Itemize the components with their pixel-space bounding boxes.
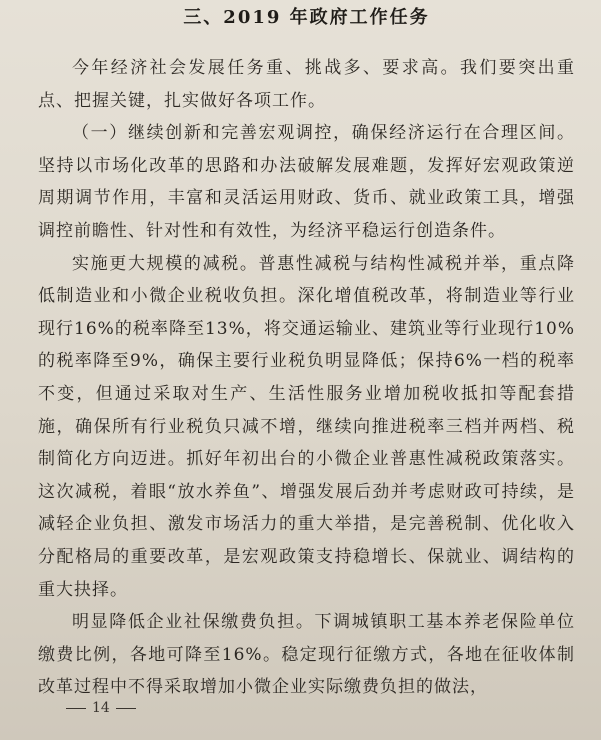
section-heading: 三、2019 年政府工作任务 [183,7,430,28]
page-footer [60,700,142,716]
macro-control-paragraph: （一）继续创新和完善宏观调控，确保经济运行在合理区间。坚持以市场化改革的思路和办法破解发展难题，发挥好宏观政策逆周期调节作用，丰富和灵活运用财政、货币、就业政策工具，增强调控前瞻性、针对性和有效性，为经济平稳运行创造条件。 [38,123,575,241]
tax-cut-paragraph: 实施更大规模的减税。普惠性减税与结构性减税并举，重点降低制造业和小微企业税收负担。深化增值税改革，将制造业等行业现行16%的税率降至13%，将交通运输业、建筑业等行业现行10%的税率降至9%，确保主要行业税负明显降低；保持6%一档的税率不变，但通过采取对生产、生活性服务业增加税收抵扣等配套措施，确保所有行业税负只减不增，继续向推进税率三档并两档、税制简化方向迈进。抓好年初出台的小微企业普惠性减税政策落实。这次减税，着眼“放水养鱼”、增强发展后劲并考虑财政可持续，是减轻企业负担、激发市场活力的重大举措，是完善税制、优化收入分配格局的重要改革，是宏观政策支持稳增长、保就业、调结构的重大抉择。 [38,253,575,600]
footer-dash-left [66,708,86,709]
page-number: 14 [92,700,110,716]
intro-paragraph: 今年经济社会发展任务重、挑战多、要求高。我们要突出重点、把握关键，扎实做好各项工作。 [38,58,575,111]
footer-dash-right [116,708,136,709]
social-security-paragraph: 明显降低企业社保缴费负担。下调城镇职工基本养老保险单位缴费比例，各地可降至16%。稳定现行征缴方式，各地在征收体制改革过程中不得采取增加小微企业实际缴费负担的做法， [38,612,575,698]
